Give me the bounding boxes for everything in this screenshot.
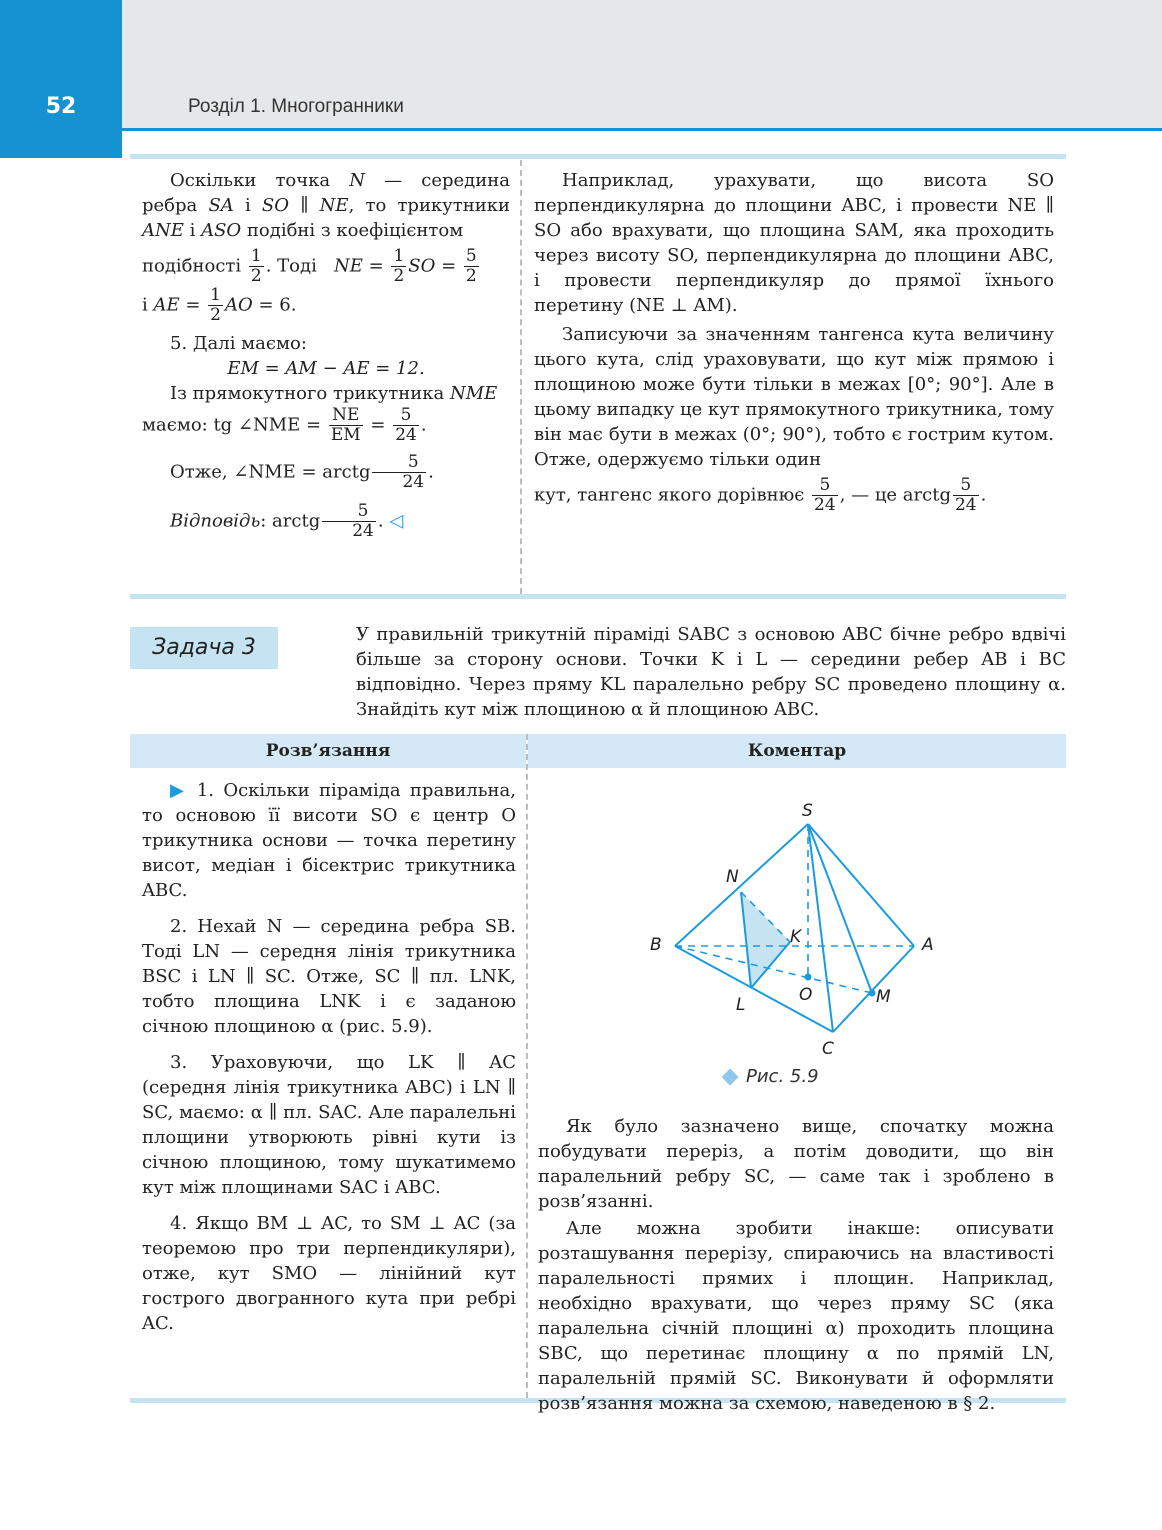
section-triangle [741,892,790,988]
formula-line: маємо: tg ∠NME = $\frac{NE}{EM}$ = $\frac{5}{24}$ . [142,405,427,445]
paragraph: Записуючи за значенням тангенса кута величину цього кута, слід ураховувати, що кут між прямою і площиною може бути тільки в межах [0°; 90°]. Але в цьому випадку це кут прямокутного трикутника, тому він має бути в межах (0°; 90°), тобто є гострим кутом. Отже, одержуємо тільки один [534,324,1054,470]
label-C: C [822,1039,834,1059]
header-bar [0,0,1162,130]
edge-CA [833,946,914,1032]
answer-line: Відповідь: arctg $\frac{5}{24}$ . ◁ [170,501,404,541]
solution-step: 4. Якщо BM ⊥ AC, то SM ⊥ AC (за теоремою про три перпендикуляри), отже, кут SMO — лінійний кут гострого двогранного кута при ребрі AC. [142,1213,516,1334]
edge-SB [675,824,808,946]
paragraph: Наприклад, урахувати, що висота SO перпендикулярна до площини ABC, і провести NE ∥ SO або врахувати, що площина SAM, яка проходить через висоту SO, перпендикулярна до площини ABC, і провести перпендикуляр до прямої їхнього перетину (NE ⊥ AM). [534,170,1054,316]
point-M [869,990,876,997]
play-triangle-icon: ▶ [170,780,188,801]
label-L: L [736,995,746,1015]
top-left-column [142,168,510,541]
page-number: 52 [45,94,77,119]
formula-line: кут, тангенс якого дорівнює $\frac{5}{24}$ , — це arctg $\frac{5}{24}$ . [534,475,987,515]
top-right-column [534,168,1054,515]
comment-column [538,1114,1054,1416]
bottom-divider [526,734,528,1398]
paragraph: Із прямокутного трикутника NME [170,383,498,404]
top-divider [520,160,522,594]
formula-line: і AE = $\frac{1}{2}$ AO = 6. [142,285,297,325]
task-label: Задача 3 [130,627,278,669]
comment-paragraph: Але можна зробити інакше: описувати розташування перерізу, спираючись на властивості паралельності прямих і площин. Наприклад, необхідно врахувати, що через пряму SC (яка паралельна січній площині α) проходить площина SBC, що перетинає площину α по прямій LN, паралельній прямій SC. Виконувати й оформляти розв’язання можна за схемою, наведеною в § 2. [538,1218,1054,1414]
diamond-icon [722,1069,739,1086]
label-K: K [790,927,802,947]
label-S: S [802,801,813,821]
label-A: A [922,935,934,955]
solution-step: ▶ 1. Оскільки піраміда правильна, то основою її висоти SO є центр O трикутника основи — точка перетину висот, медіан і бісектрис трикутника ABC. [142,780,516,901]
paragraph: 5. Далі маємо: [170,333,307,354]
formula-line: Отже, ∠NME = arctg $\frac{5}{24}$ . [170,452,434,492]
solution-column [142,778,516,1336]
solution-header: Розв’язання [130,734,526,768]
comment-paragraph: Як було зазначено вище, спочатку можна побудувати переріз, а потім доводити, що він паралельний ребру SC, — саме так і зроблено в розв’язанні. [538,1116,1054,1212]
solution-step: 3. Ураховуючи, що LK ∥ AC (середня лінія трикутника ABC) і LN ∥ SC, маємо: α ∥ пл. SAC. Але паралельні площини утворюють рівні кути із січною площиною, тому шукатимемо кут між площинами SAC і ABC. [142,1052,516,1198]
pyramid-figure [640,790,960,1060]
formula-line: EM = AM − AE = 12. [227,358,425,379]
point-O [805,974,812,981]
chapter-title: Розділ 1. Многогранники [188,96,404,117]
label-O: O [799,985,813,1005]
task-statement: У правильній трикутній піраміді SABC з основою ABC бічне ребро вдвічі більше за сторону основи. Точки K і L — середини ребер AB і BC відповідно. Через пряму KL паралельно ребру SC проведено площину α. Знайдіть кут між площиною α й площиною ABC. [356,624,1066,720]
edge-SA [808,824,914,946]
paragraph: Оскільки точка N — середина ребра SA і SO ∥ NE, то трикутники ANE і ASO подібні з коефіцієнтом [142,170,510,241]
formula-line: подібності $\frac{1}{2}$ . Тоді NE = $\frac{1}{2}$ SO = $\frac{5}{2}$ [142,246,477,286]
page-number-box [0,0,122,158]
label-N: N [726,867,739,887]
top-section-bottom-rule [130,594,1066,599]
end-triangle-icon: ◁ [389,510,404,532]
header-line [120,128,1162,131]
task-text [356,622,1066,722]
solution-step: 2. Нехай N — середина ребра SB. Тоді LN — середня лінія трикутника BSC і LN ∥ SC. Отже, SC ∥ пл. LNK, тобто площина LNK і є заданою січною площиною α (рис. 5.9). [142,916,516,1037]
top-rule [130,154,1066,159]
comment-header: Коментар [528,734,1066,768]
figure-caption: Рис. 5.9 [724,1066,819,1087]
label-M: M [876,987,891,1007]
label-B: B [650,935,662,955]
